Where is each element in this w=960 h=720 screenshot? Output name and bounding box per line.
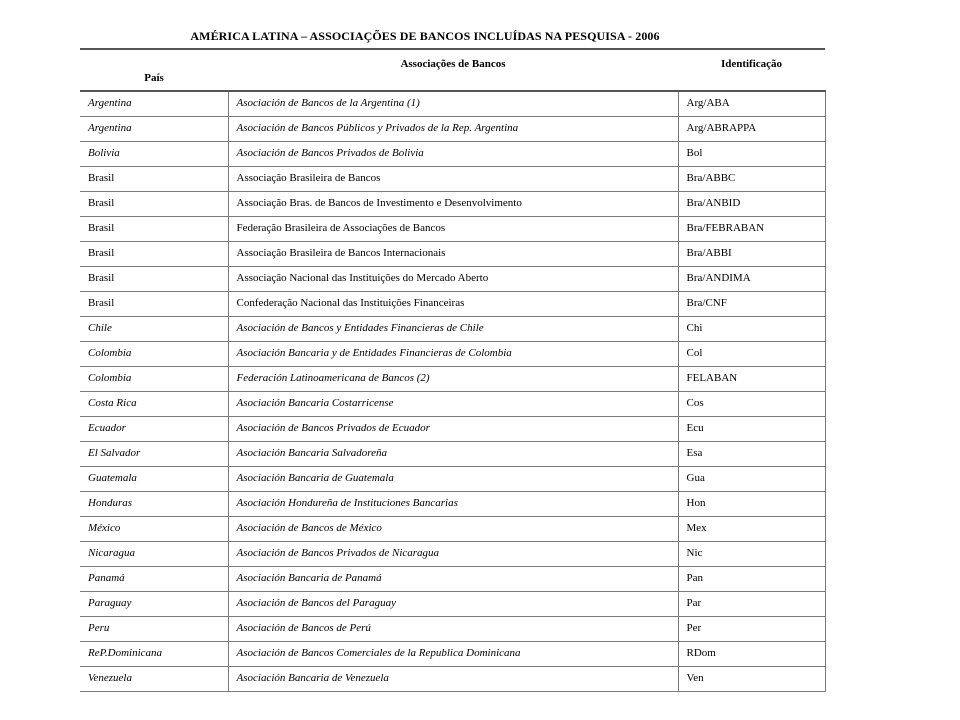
association-cell: Confederação Nacional das Instituições Financeiras [228,291,678,316]
association-cell: Asociación de Bancos del Paraguay [228,591,678,616]
table-row [80,266,825,291]
table-row [80,391,825,416]
identification-cell: RDom [678,641,825,666]
association-cell: Asociación Bancaria de Venezuela [228,666,678,691]
country-cell: Panamá [80,566,228,591]
country-cell: Bolivia [80,141,228,166]
table-row [80,641,825,666]
association-cell: Asociación Bancaria Costarricense [228,391,678,416]
identification-cell: Arg/ABA [678,91,825,116]
table-row [80,166,825,191]
country-cell: Brasil [80,291,228,316]
identification-cell: Mex [678,516,825,541]
country-cell: Brasil [80,216,228,241]
association-cell: Federación Latinoamericana de Bancos (2) [228,366,678,391]
country-cell: Guatemala [80,466,228,491]
association-cell: Asociación de Bancos Privados de Nicaragua [228,541,678,566]
identification-cell: Ecu [678,416,825,441]
country-cell: Brasil [80,241,228,266]
table-row [80,416,825,441]
country-cell: Ecuador [80,416,228,441]
table-row [80,591,825,616]
association-cell: Asociación de Bancos Públicos y Privados de la Rep. Argentina [228,116,678,141]
association-cell: Asociación de Bancos de la Argentina (1) [228,91,678,116]
country-cell: Peru [80,616,228,641]
identification-cell: Bol [678,141,825,166]
association-cell: Asociación Hondureña de Instituciones Bancarias [228,491,678,516]
country-cell: Honduras [80,491,228,516]
country-cell: Brasil [80,166,228,191]
association-cell: Federação Brasileira de Associações de Bancos [228,216,678,241]
table-row [80,191,825,216]
identification-cell: Bra/ANDIMA [678,266,825,291]
identification-cell: Ven [678,666,825,691]
table-row [80,441,825,466]
identification-cell: Nic [678,541,825,566]
country-cell: Colombia [80,341,228,366]
identification-cell: FELABAN [678,366,825,391]
table-row [80,516,825,541]
association-cell: Associação Brasileira de Bancos Internacionais [228,241,678,266]
column-header-association: Associações de Bancos [400,58,506,70]
association-cell: Asociación de Bancos Comerciales de la Republica Dominicana [228,641,678,666]
association-cell: Asociación de Bancos Privados de Bolivia [228,141,678,166]
identification-cell: Bra/ABBC [678,166,825,191]
identification-cell: Cos [678,391,825,416]
identification-cell: Bra/CNF [678,291,825,316]
country-cell: México [80,516,228,541]
identification-cell: Pan [678,566,825,591]
identification-cell: Bra/FEBRABAN [678,216,825,241]
table-row [80,466,825,491]
association-cell: Associação Brasileira de Bancos [228,166,678,191]
table-row [80,241,825,266]
table-row [80,566,825,591]
country-cell: Venezuela [80,666,228,691]
country-cell: El Salvador [80,441,228,466]
association-cell: Asociación de Bancos de México [228,516,678,541]
association-cell: Associação Nacional das Instituições do Mercado Aberto [228,266,678,291]
table-row [80,666,825,691]
table-row [80,216,825,241]
associations-table [80,90,826,692]
table-row [80,491,825,516]
table-row [80,541,825,566]
table-row [80,91,825,116]
header-rule [80,48,825,50]
country-cell: Colombia [80,366,228,391]
association-cell: Asociación Bancaria y de Entidades Financieras de Colombia [228,341,678,366]
association-cell: Asociación de Bancos de Perú [228,616,678,641]
table-row [80,116,825,141]
table-row [80,366,825,391]
association-cell: Asociación Bancaria Salvadoreña [228,441,678,466]
identification-cell: Gua [678,466,825,491]
association-cell: Asociación de Bancos y Entidades Financieras de Chile [228,316,678,341]
page-title: AMÉRICA LATINA – ASSOCIAÇÕES DE BANCOS INCLUÍDAS NA PESQUISA - 2006 [190,29,660,43]
country-cell: ReP.Dominicana [80,641,228,666]
table-row [80,341,825,366]
country-cell: Paraguay [80,591,228,616]
association-cell: Asociación Bancaria de Guatemala [228,466,678,491]
table-body [80,91,825,691]
country-cell: Nicaragua [80,541,228,566]
identification-cell: Arg/ABRAPPA [678,116,825,141]
table-row [80,316,825,341]
identification-cell: Par [678,591,825,616]
association-cell: Associação Bras. de Bancos de Investimento e Desenvolvimento [228,191,678,216]
country-cell: Argentina [80,91,228,116]
country-cell: Argentina [80,116,228,141]
country-cell: Costa Rica [80,391,228,416]
country-cell: Brasil [80,191,228,216]
column-header-country: País [144,72,164,84]
column-header-identification: Identificação [720,58,783,70]
country-cell: Brasil [80,266,228,291]
table-row [80,141,825,166]
table-row [80,291,825,316]
association-cell: Asociación Bancaria de Panamá [228,566,678,591]
identification-cell: Hon [678,491,825,516]
identification-cell: Col [678,341,825,366]
country-cell: Chile [80,316,228,341]
identification-cell: Chi [678,316,825,341]
identification-cell: Esa [678,441,825,466]
table-row [80,616,825,641]
identification-cell: Per [678,616,825,641]
identification-cell: Bra/ABBI [678,241,825,266]
association-cell: Asociación de Bancos Privados de Ecuador [228,416,678,441]
identification-cell: Bra/ANBID [678,191,825,216]
